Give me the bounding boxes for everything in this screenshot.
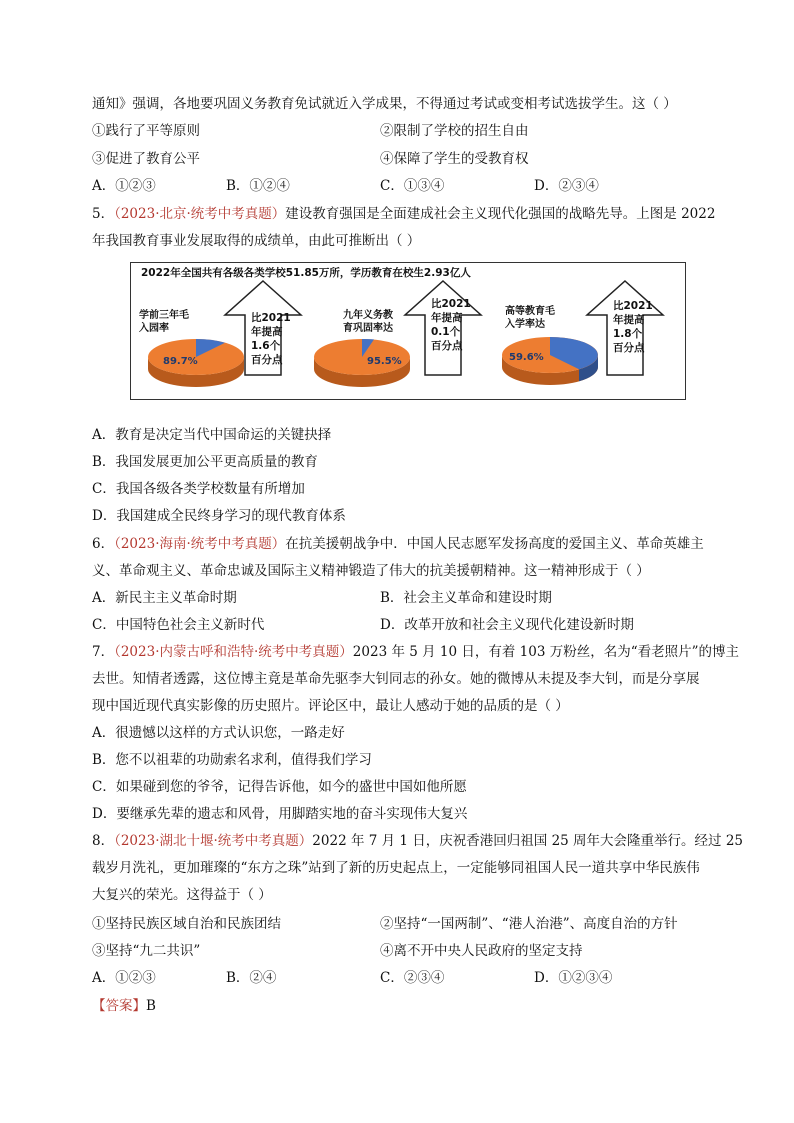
q6-option-b[interactable]: B．社会主义革命和建设时期 [380,590,552,606]
figure-label-compulsory-line2: 育巩固率达 [343,323,393,334]
q6-stem-text1: 在抗美援朝战争中．中国人民志愿军发扬高度的爱国主义、革命英雄主 [285,536,704,552]
q8-item-1: ①坚持民族区域自治和民族团结 [92,916,281,932]
education-figure [130,262,686,400]
q7-stem-line3: 现中国近现代真实影像的历史照片。评论区中，最让人感动于她的品质的是（ ） [92,698,569,714]
answer-label: 【答案】 [92,998,146,1014]
q8-item-3: ③坚持“九二共识” [92,943,201,959]
q6-stem-line2: 义、革命观主义、革命忠诚及国际主义精神锻造了伟大的抗美援朝精神。这一精神形成于（ ） [92,563,650,579]
pie-compulsory [311,333,413,393]
arrow-preschool-line1: 比2021 [251,312,291,324]
arrow-preschool-line2: 年提高 [251,326,283,338]
pie-preschool-pct: 89.7% [163,356,198,367]
arrow-compulsory-line4: 百分点 [431,340,463,352]
answer-value: B [146,998,156,1014]
figure-label-preschool [139,309,189,335]
q5-stem-line1 [92,204,715,224]
q4-option-a[interactable]: A．①②③ [92,178,156,194]
arrow-preschool-line3: 1.6个 [251,340,281,352]
q8-answer [92,996,156,1016]
q7-option-b[interactable]: B．您不以祖辈的功勋索名求利，值得我们学习 [92,752,372,768]
arrow-text-higher [613,299,653,355]
q8-option-c[interactable]: C．②③④ [380,970,445,986]
q7-source: （2023·内蒙古呼和浩特·统考中考真题） [114,644,353,660]
q5-source: （2023·北京·统考中考真题） [114,206,286,222]
arrow-text-compulsory [431,297,471,353]
q8-item-2: ②坚持“一国两制”、“港人治港”、高度自治的方针 [380,916,678,932]
q7-stem-line1 [92,642,739,662]
pie-higher-pct: 59.6% [509,352,544,363]
q6-source: （2023·海南·统考中考真题） [114,536,286,552]
figure-label-preschool-line1: 学前三年毛 [139,310,189,321]
arrow-compulsory-line2: 年提高 [431,312,463,324]
q5-option-b[interactable]: B．我国发展更加公平更高质量的教育 [92,454,318,470]
q8-stem-line1 [92,831,743,851]
q8-item-4: ④离不开中央人民政府的坚定支持 [380,943,583,959]
q8-option-d[interactable]: D．①②③④ [534,970,613,986]
arrow-higher-line3: 1.8个 [613,328,643,340]
q7-option-d[interactable]: D．要继承先辈的遗志和风骨，用脚踏实地的奋斗实现伟大复兴 [92,806,468,822]
q7-option-c[interactable]: C．如果碰到您的爷爷，记得告诉他，如今的盛世中国如他所愿 [92,779,467,795]
q8-number: 8． [92,833,115,849]
q6-option-d[interactable]: D．改革开放和社会主义现代化建设新时期 [380,617,634,633]
q8-stem-line2: 载岁月洗礼，更加璀璨的“东方之珠”站到了新的历史起点上，一定能够同祖国人民一道共享中华民族伟 [92,860,700,876]
q4-option-d[interactable]: D．②③④ [534,178,599,194]
q4-item-1: ①践行了平等原则 [92,123,200,139]
q5-stem-text1: 建设教育强国是全面建成社会主义现代化强国的战略先导。上图是 2022 [285,206,716,222]
q4-option-b[interactable]: B．①②④ [226,178,290,194]
q8-stem-text1: 2022 年 7 月 1 日，庆祝香港回归祖国 25 周年大会隆重举行。经过 25 [312,833,744,849]
q6-stem-line1 [92,534,704,554]
q4-item-2: ②限制了学校的招生自由 [380,123,529,139]
q8-option-b[interactable]: B．②④ [226,970,277,986]
q4-option-c[interactable]: C．①③④ [380,178,445,194]
figure-label-higher-line1: 高等教育毛 [505,306,555,317]
q5-stem-line2: 年我国教育事业发展取得的成绩单，由此可推断出（ ） [92,233,421,249]
q5-number: 5． [92,206,115,222]
arrow-compulsory-line1: 比2021 [431,298,471,310]
figure-label-higher [505,305,555,331]
arrow-text-preschool [251,311,291,367]
q7-number: 7． [92,644,115,660]
figure-label-higher-line2: 入学率达 [505,319,545,330]
q7-option-a[interactable]: A．很遗憾以这样的方式认识您，一路走好 [92,725,345,741]
q5-option-a[interactable]: A．教育是决定当代中国命运的关键抉择 [92,427,332,443]
figure-title: 2022年全国共有各级各类学校51.85万所，学历教育在校生2.93亿人 [141,267,471,279]
q4-item-3: ③促进了教育公平 [92,151,200,167]
q6-option-c[interactable]: C．中国特色社会主义新时代 [92,617,265,633]
q7-stem-line2: 去世。知情者透露，这位博主竟是革命先驱李大钊同志的孙女。她的微博从未提及李大钊，而是分享展 [92,671,700,687]
figure-label-compulsory-line1: 九年义务教 [343,310,393,321]
arrow-higher-line2: 年提高 [613,314,645,326]
figure-label-preschool-line2: 入园率 [139,323,169,334]
q8-source: （2023·湖北十堰·统考中考真题） [114,833,313,849]
q4-item-4: ④保障了学生的受教育权 [380,151,529,167]
figure-label-compulsory [343,309,393,335]
q8-option-a[interactable]: A．①②③ [92,970,156,986]
arrow-compulsory-line3: 0.1个 [431,326,461,338]
arrow-higher-line1: 比2021 [613,300,653,312]
q6-number: 6． [92,536,115,552]
q4-stem: 通知》强调，各地要巩固义务教育免试就近入学成果，不得通过考试或变相考试选拔学生。这（ ） [92,96,677,112]
q8-stem-line3: 大复兴的荣光。这得益于（ ） [92,887,272,903]
q7-stem-text1: 2023 年 5 月 10 日，有着 103 万粉丝，名为“看老照片”的博主 [352,644,740,660]
q5-option-c[interactable]: C．我国各级各类学校数量有所增加 [92,481,305,497]
q6-option-a[interactable]: A．新民主主义革命时期 [92,590,237,606]
arrow-preschool-line4: 百分点 [251,354,283,366]
arrow-higher-line4: 百分点 [613,342,645,354]
q5-option-d[interactable]: D．我国建成全民终身学习的现代教育体系 [92,508,346,524]
pie-compulsory-pct: 95.5% [367,356,402,367]
